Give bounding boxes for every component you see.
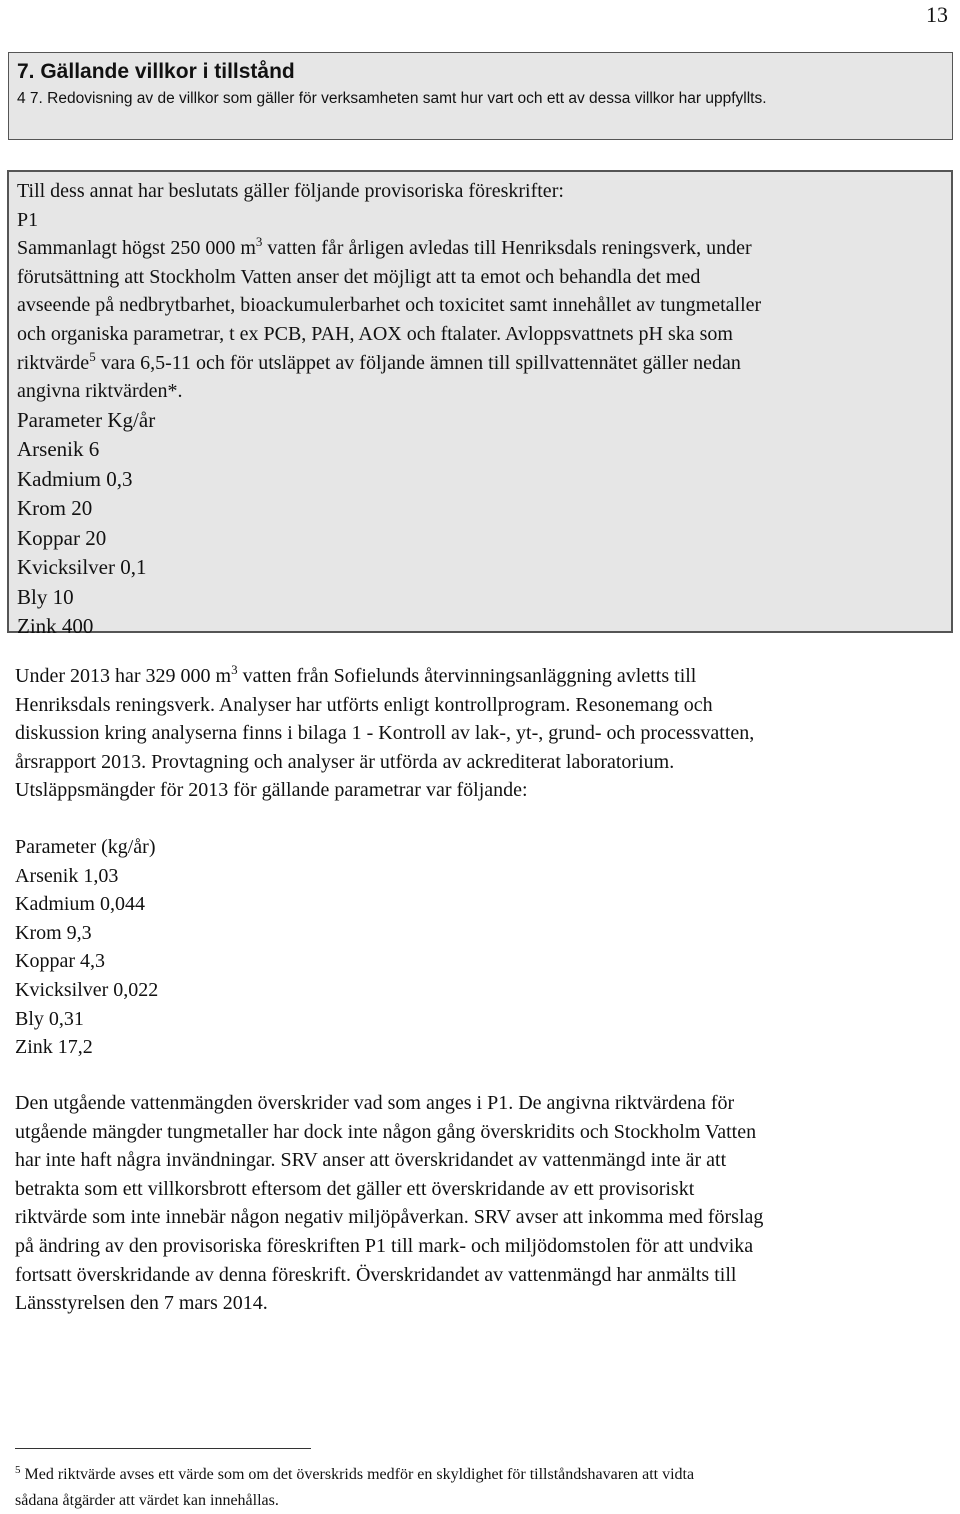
emissions-list (15, 833, 950, 1062)
emission-row: Kvicksilver 0,022 (15, 978, 159, 1001)
footnote-text-continued: sådana åtgärder att värdet kan innehållas. (15, 1492, 279, 1509)
conclusion-line: utgående mängder tungmetaller har dock inte någon gång överskridits och Stockholm Vatten (15, 1120, 757, 1143)
conclusion-line: betrakta som ett villkorsbrott eftersom det gäller ett överskridande av ett provisoriskt (15, 1177, 695, 1200)
conclusion-line: Den utgående vattenmängden överskrider vad som anges i P1. De angivna riktvärdena för (15, 1092, 735, 1114)
conditions-line-text: förutsättning att Stockholm Vatten anser det möjligt att ta emot och behandla det med (17, 265, 701, 288)
footnote (15, 1462, 950, 1514)
emission-row: Krom 9,3 (15, 921, 92, 944)
emission-row: Zink 17,2 (15, 1036, 93, 1059)
emission-row: Arsenik 1,03 (15, 864, 119, 887)
footnote-text: Med riktvärde avses ett värde som om det överskrids medför en skyldighet för tillståndshavaren att vidta (20, 1466, 695, 1483)
emission-row: Bly 0,31 (15, 1007, 84, 1030)
table-row: Koppar 20 (17, 525, 107, 550)
conclusion-line: riktvärde som inte innebär någon negativ miljöpåverkan. SRV avser att inkomma med förslag (15, 1206, 764, 1229)
report-line (15, 662, 950, 691)
conditions-line-text: angivna riktvärden*. (17, 380, 183, 403)
conditions-line-text: riktvärde (17, 351, 90, 374)
report-line (15, 719, 950, 748)
section-header-box (8, 52, 953, 140)
report-line (15, 691, 950, 720)
report-line-text: Utsläppsmängder för 2013 för gällande parametrar var följande: (15, 779, 528, 802)
superscript: 3 (231, 662, 238, 677)
conditions-table (17, 406, 943, 642)
table-row: Arsenik 6 (17, 437, 100, 462)
conditions-line-text: vara 6,5-11 och för utsläppet av följande ämnen till spillvattennätet gäller nedan (95, 351, 741, 374)
page-number: 13 (926, 2, 948, 27)
conditions-box (7, 170, 953, 639)
table-row: Krom 20 (17, 496, 93, 521)
report-paragraph (15, 662, 950, 805)
superscript: 3 (255, 234, 263, 250)
conditions-line (17, 349, 943, 378)
conditions-line (17, 291, 943, 320)
emission-row: Parameter (kg/år) (15, 836, 156, 858)
section-subtitle: 4 7. Redovisning av de villkor som gäller för verksamheten samt hur vart och ett av dessa villkor har uppfyllts. (17, 90, 767, 107)
conditions-line (17, 263, 943, 292)
conclusion-paragraph (15, 1089, 950, 1318)
conditions-line (17, 177, 943, 206)
table-row: Kvicksilver 0,1 (17, 555, 147, 580)
table-row: Kadmium 0,3 (17, 466, 133, 491)
conditions-line-text: avseende på nedbrytbarhet, bioackumulerbarhet och toxicitet samt innehållet av tungmetaller (17, 294, 762, 317)
report-line-text: Under 2013 har 329 000 m (15, 665, 232, 687)
conclusion-line: Länsstyrelsen den 7 mars 2014. (15, 1292, 268, 1315)
conditions-line-text: P1 (17, 208, 39, 231)
conditions-line (17, 377, 943, 406)
conditions-line-text: Sammanlagt högst 250 000 m (17, 237, 256, 260)
section-title: 7. Gällande villkor i tillstånd (17, 60, 295, 83)
conclusion-line: på ändring av den provisoriska föreskriften P1 till mark- och miljödomstolen för att undvika (15, 1234, 754, 1257)
conditions-line (17, 234, 943, 263)
conditions-line-text: vatten får årligen avledas till Henriksdals reningsverk, under (262, 237, 752, 260)
conclusion-line: har inte haft några invändningar. SRV anser att överskridandet av vattenmängd inte är att (15, 1149, 727, 1172)
table-row: Parameter Kg/år (17, 407, 156, 432)
table-row: Bly 10 (17, 584, 74, 609)
report-line-text: Henriksdals reningsverk. Analyser har utförts enligt kontrollprogram. Resonemang och (15, 693, 713, 716)
table-row: Zink 400 (17, 614, 94, 639)
conclusion-line: fortsatt överskridande av denna föreskrift. Överskridandet av vattenmängd har anmälts till (15, 1263, 737, 1286)
superscript: 5 (89, 348, 96, 364)
conditions-text (17, 177, 943, 406)
conditions-line (17, 320, 943, 349)
emission-row: Koppar 4,3 (15, 950, 105, 973)
report-line-text: diskussion kring analyserna finns i bilaga 1 - Kontroll av lak-, yt-, grund- och processvatten, (15, 722, 755, 745)
footnote-number: 5 (15, 1464, 21, 1476)
report-line-text: vatten från Sofielunds återvinningsanläggning avletts till (237, 665, 697, 687)
conditions-line (17, 206, 943, 235)
footnote-divider (15, 1448, 311, 1449)
conditions-line-text: och organiska parametrar, t ex PCB, PAH, AOX och ftalater. Avloppsvattnets pH ska som (17, 322, 733, 345)
report-line (15, 748, 950, 777)
conditions-line-text: Till dess annat har beslutats gäller följande provisoriska föreskrifter: (17, 180, 564, 202)
report-line (15, 776, 950, 805)
emission-row: Kadmium 0,044 (15, 893, 145, 916)
report-line-text: årsrapport 2013. Provtagning och analyser är utförda av ackrediterat laboratorium. (15, 750, 675, 773)
